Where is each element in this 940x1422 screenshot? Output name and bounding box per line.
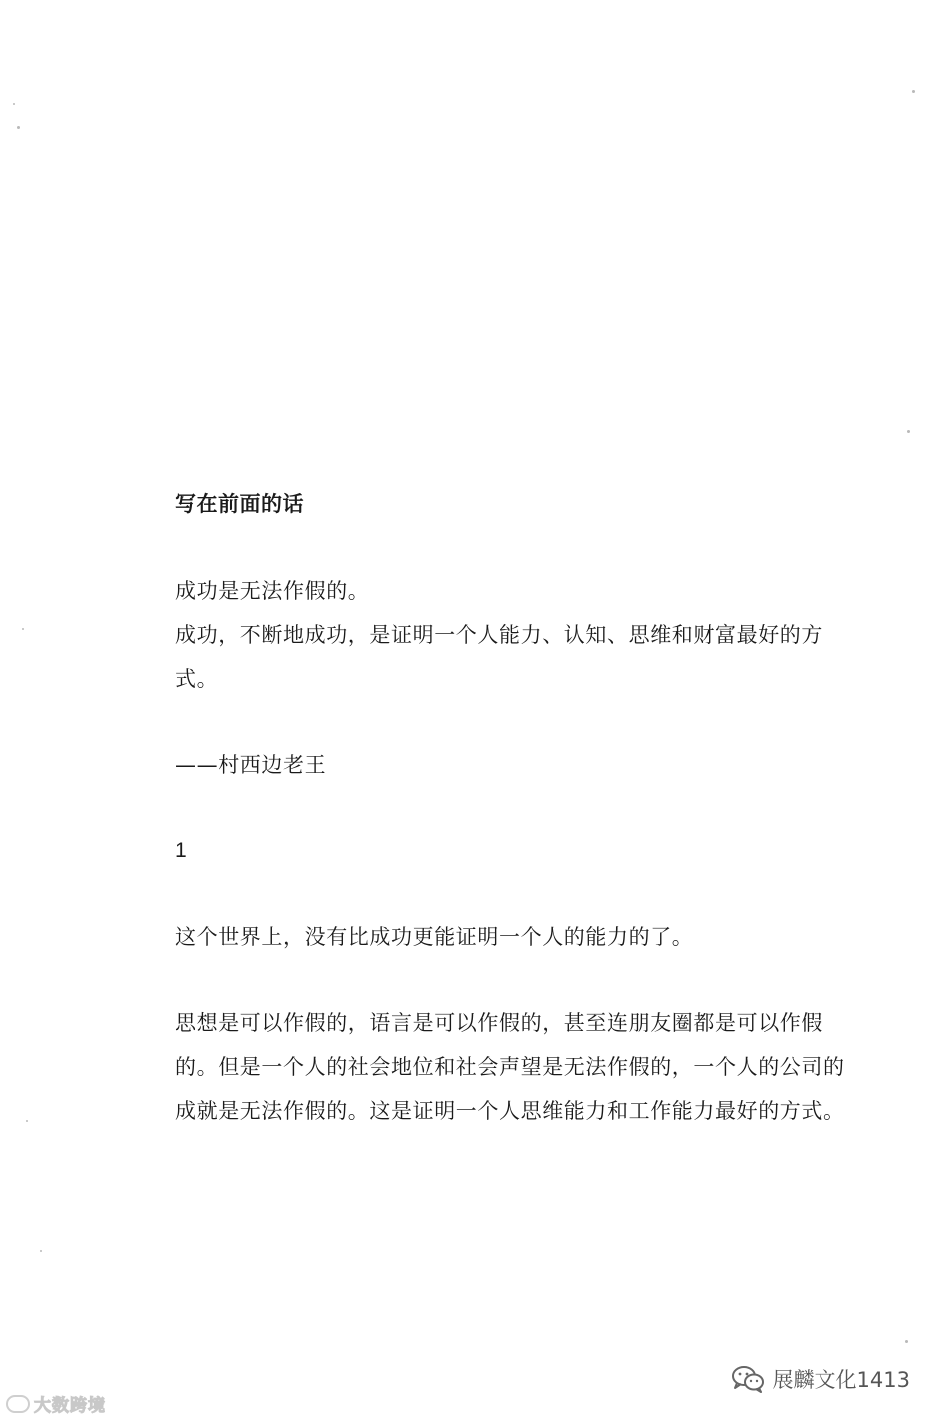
scan-speck xyxy=(907,430,910,433)
watermark-left xyxy=(6,1391,106,1416)
scan-speck xyxy=(26,1120,28,1122)
intro-line-2: 成功，不断地成功，是证明一个人能力、认知、思维和财富最好的方式。 xyxy=(175,623,823,691)
signature: ——村西边老王 xyxy=(175,753,327,777)
watermark-right-text: 展麟文化1413 xyxy=(772,1368,910,1392)
intro-line-1: 成功是无法作假的。 xyxy=(175,579,370,603)
watermark-left-text: 大数跨境 xyxy=(34,1396,106,1416)
scan-speck xyxy=(912,90,915,93)
section-paragraph-2: 思想是可以作假的，语言是可以作假的，甚至连朋友圈都是可以作假的。但是一个人的社会地位和社会声望是无法作假的，一个人的公司的成就是无法作假的。这是证明一个人思维能力和工作能力最好的方式。 xyxy=(175,1011,845,1123)
document-body xyxy=(175,482,865,1133)
scan-speck xyxy=(17,126,20,129)
scan-speck xyxy=(905,1340,908,1343)
wechat-icon xyxy=(731,1365,765,1393)
scan-speck xyxy=(13,103,15,105)
logo-icon xyxy=(6,1395,30,1413)
section-paragraph-1: 这个世界上，没有比成功更能证明一个人的能力的了。 xyxy=(175,925,694,949)
section-number: 1 xyxy=(175,839,187,862)
page-title: 写在前面的话 xyxy=(175,492,304,516)
scan-speck xyxy=(40,1250,42,1252)
scan-speck xyxy=(22,628,24,630)
watermark-right xyxy=(731,1364,910,1394)
